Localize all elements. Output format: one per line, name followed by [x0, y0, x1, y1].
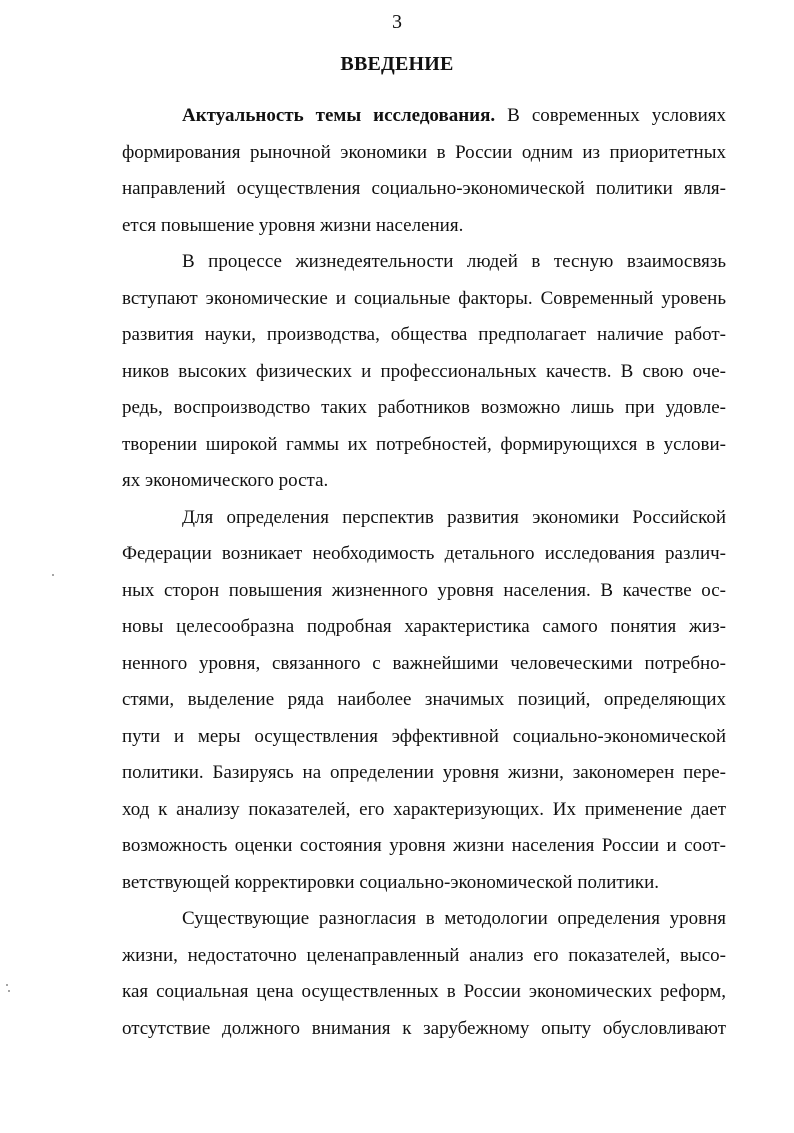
line-text: политики. Базируясь на определении уровня жизни, закономерен пере-	[122, 762, 726, 783]
line-text: кая социальная цена осуществленных в России экономических реформ,	[122, 981, 726, 1002]
body-text	[122, 98, 726, 1047]
scan-speck	[8, 990, 10, 992]
text-line	[122, 719, 726, 756]
text-line	[122, 171, 726, 208]
line-text: возможность оценки состояния уровня жизни населения России и соот-	[122, 835, 726, 856]
scan-speck	[6, 984, 8, 986]
text-line	[122, 974, 726, 1011]
line-text: пути и меры осуществления эффективной социально-экономической	[122, 725, 726, 747]
line-text: Существующие разногласия в методологии определения уровня	[182, 908, 726, 929]
line-text: В современных условиях	[495, 105, 726, 126]
text-line	[122, 865, 726, 902]
text-line	[122, 646, 726, 683]
line-text: жизни, недостаточно целенаправленный анализ его показателей, высо-	[122, 944, 726, 966]
line-text: творении широкой гаммы их потребностей, формирующихся в услови-	[122, 433, 726, 455]
text-line	[122, 135, 726, 172]
text-line	[122, 938, 726, 975]
line-text: Федерации возникает необходимость детального исследования различ-	[122, 543, 726, 564]
paragraph	[122, 98, 726, 244]
text-line	[122, 682, 726, 719]
line-text: вступают экономические и социальные факторы. Современный уровень	[122, 287, 726, 309]
text-line	[122, 463, 726, 500]
line-text: формирования рыночной экономики в России одним из приоритетных	[122, 141, 726, 163]
text-line	[122, 98, 726, 135]
line-text: развития науки, производства, общества предполагает наличие работ-	[122, 324, 726, 345]
text-line	[122, 901, 726, 938]
text-line	[122, 354, 726, 391]
scan-speck	[52, 574, 54, 576]
section-heading: ВВЕДЕНИЕ	[340, 53, 454, 75]
paragraph	[122, 901, 726, 1047]
text-line	[122, 427, 726, 464]
text-line	[122, 317, 726, 354]
line-text: ветствующей корректировки социально-экономической политики.	[122, 871, 660, 893]
text-line	[122, 828, 726, 865]
line-text: ход к анализу показателей, его характеризующих. Их применение дает	[122, 798, 726, 820]
text-line	[122, 755, 726, 792]
line-text: Для определения перспектив развития экономики Российской	[182, 506, 726, 528]
paragraph	[122, 244, 726, 500]
text-line	[122, 609, 726, 646]
line-text: ях экономического роста.	[122, 470, 329, 491]
text-line	[122, 1011, 726, 1048]
text-line	[122, 536, 726, 573]
line-text: ных сторон повышения жизненного уровня населения. В качестве ос-	[122, 579, 726, 601]
text-line	[122, 244, 726, 281]
line-text: отсутствие должного внимания к зарубежному опыту обусловливают	[122, 1017, 726, 1039]
text-line	[122, 390, 726, 427]
text-line	[122, 573, 726, 610]
line-text: стями, выделение ряда наиболее значимых позиций, определяющих	[122, 689, 726, 710]
line-text: ников высоких физических и профессиональных качеств. В свою оче-	[122, 360, 726, 382]
line-text: направлений осуществления социально-экономической политики явля-	[122, 178, 726, 199]
text-line	[122, 792, 726, 829]
line-text: В процессе жизнедеятельности людей в тесную взаимосвязь	[182, 251, 726, 272]
line-text: новы целесообразна подробная характеристика самого понятия жиз-	[122, 616, 726, 637]
text-line	[122, 208, 726, 245]
paragraph	[122, 500, 726, 902]
line-text: ется повышение уровня жизни населения.	[122, 214, 464, 236]
text-line	[122, 281, 726, 318]
page-number: 3	[392, 11, 402, 33]
line-text: ненного уровня, связанного с важнейшими человеческими потребно-	[122, 652, 726, 674]
text-line	[122, 500, 726, 537]
lead-phrase: Актуальность темы исследования.	[182, 105, 496, 126]
line-text: редь, воспроизводство таких работников возможно лишь при удовле-	[122, 397, 726, 418]
